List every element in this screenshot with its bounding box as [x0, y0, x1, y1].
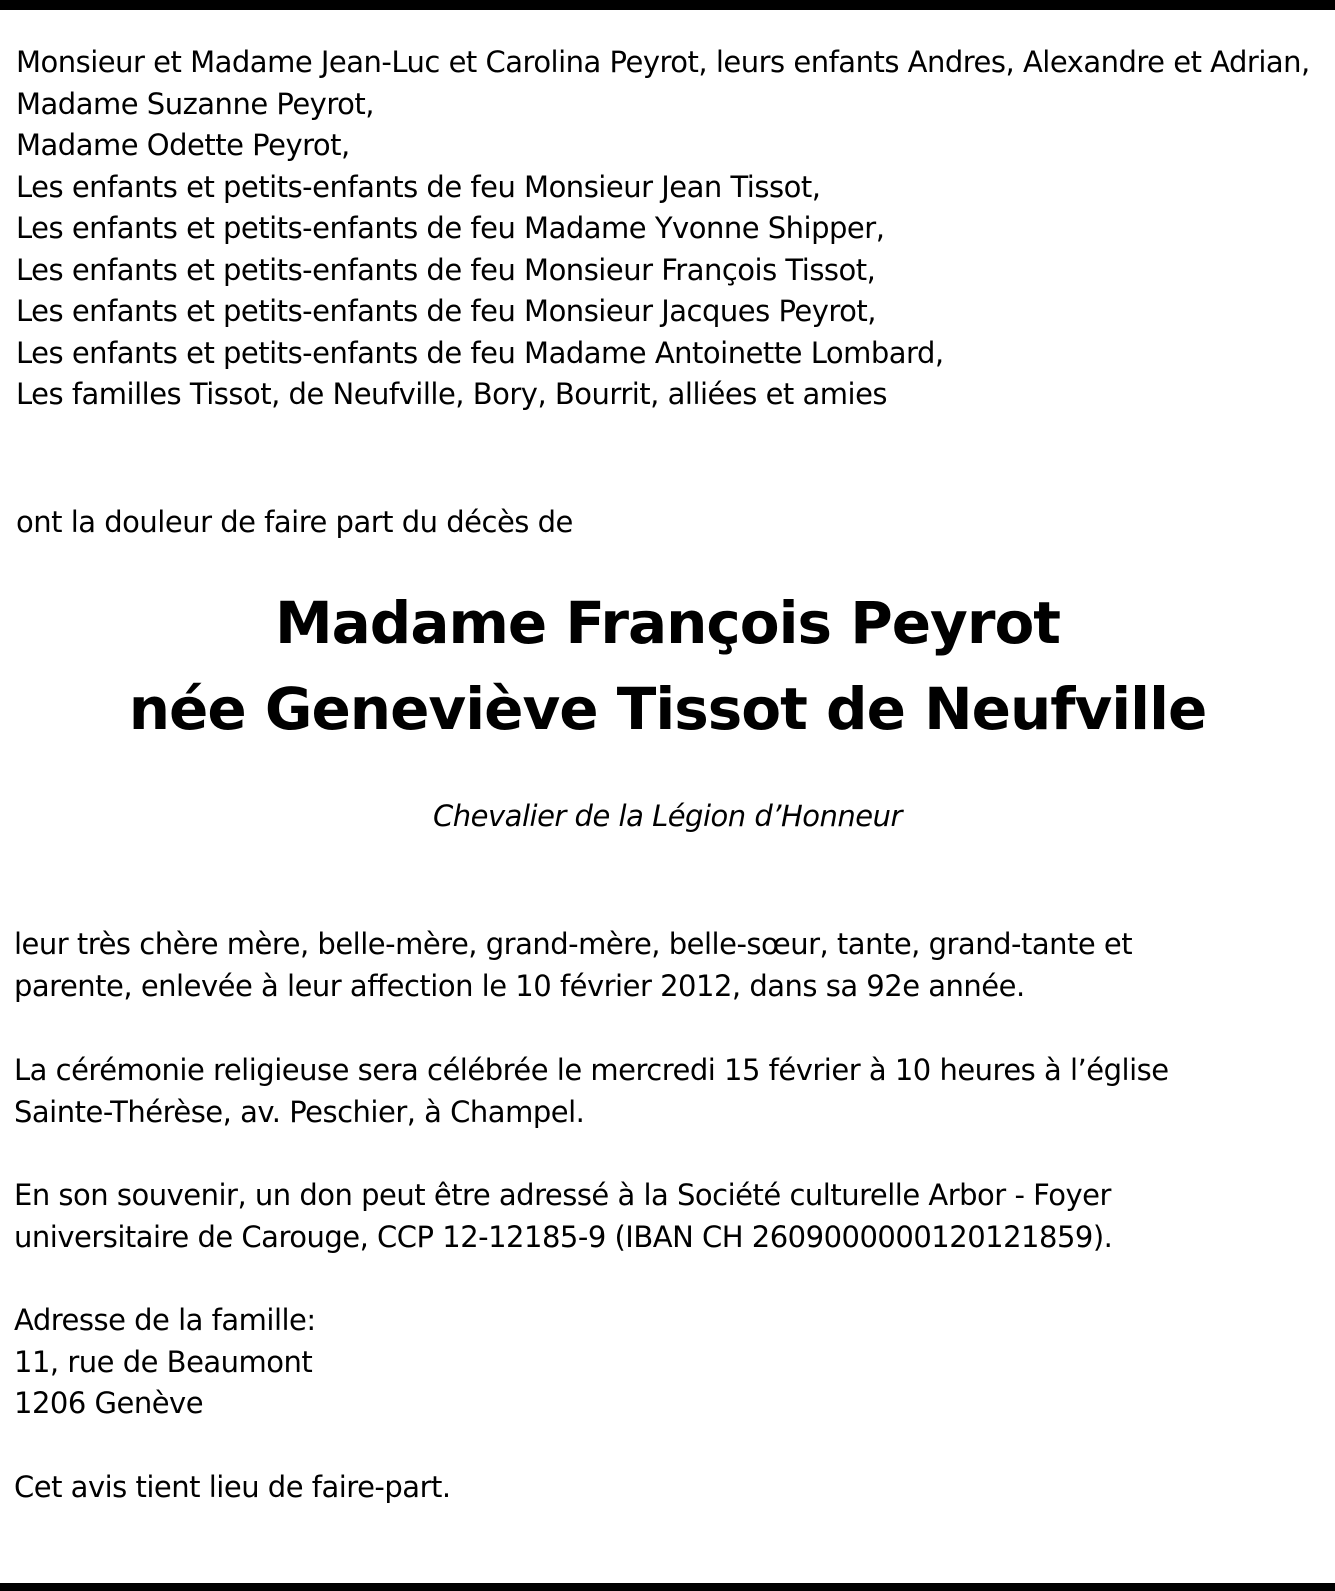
family-list [16, 42, 1316, 416]
deceased-name [0, 580, 1335, 752]
deceased-name-line-2: née Geneviève Tissot de Neufville [128, 675, 1207, 743]
family-line: Les enfants et petits-enfants de feu Monsieur Jean Tissot, [16, 169, 821, 204]
address-city: 1206 Genève [14, 1386, 204, 1420]
family-line: Madame Suzanne Peyrot, [16, 86, 374, 121]
family-line: Les enfants et petits-enfants de feu Monsieur François Tissot, [16, 252, 876, 287]
address-street: 11, rue de Beaumont [14, 1344, 313, 1379]
details-line: leur très chère mère, belle-mère, grand-mère, belle-sœur, tante, grand-tante et [14, 927, 1133, 961]
intro-text: ont la douleur de faire part du décès de [16, 505, 573, 539]
family-address [14, 1300, 1314, 1425]
closing-note [14, 1467, 1314, 1509]
donation-line: universitaire de Carouge, CCP 12-12185-9 (IBAN CH 2609000000120121859). [14, 1219, 1113, 1254]
family-line: Les enfants et petits-enfants de feu Madame Antoinette Lombard, [16, 335, 944, 370]
deceased-details [14, 924, 1314, 1007]
ceremony-line: La cérémonie religieuse sera célébrée le mercredi 15 février à 10 heures à l’église [14, 1053, 1169, 1087]
family-line: Les familles Tissot, de Neufville, Bory, Bourrit, alliées et amies [16, 377, 888, 411]
top-border-rule [0, 0, 1335, 10]
family-line: Monsieur et Madame Jean-Luc et Carolina Peyrot, leurs enfants Andres, Alexandre et Adrian, [16, 45, 1310, 79]
closing-text: Cet avis tient lieu de faire-part. [14, 1470, 451, 1504]
deceased-name-line-1: Madame François Peyrot [274, 589, 1061, 657]
deceased-distinction: Chevalier de la Légion d’Honneur [433, 799, 902, 833]
family-line: Madame Odette Peyrot, [16, 128, 350, 162]
bottom-border-rule [0, 1583, 1335, 1591]
family-line: Les enfants et petits-enfants de feu Monsieur Jacques Peyrot, [16, 294, 877, 328]
details-line: parente, enlevée à leur affection le 10 février 2012, dans sa 92e année. [14, 968, 1025, 1003]
address-label: Adresse de la famille: [14, 1303, 316, 1337]
announcement-intro [16, 502, 1316, 544]
family-line: Les enfants et petits-enfants de feu Madame Yvonne Shipper, [16, 211, 885, 245]
ceremony-info [14, 1050, 1314, 1133]
donation-line: En son souvenir, un don peut être adressé à la Société culturelle Arbor - Foyer [14, 1178, 1111, 1212]
ceremony-line: Sainte-Thérèse, av. Peschier, à Champel. [14, 1094, 585, 1129]
donation-info [14, 1175, 1314, 1258]
